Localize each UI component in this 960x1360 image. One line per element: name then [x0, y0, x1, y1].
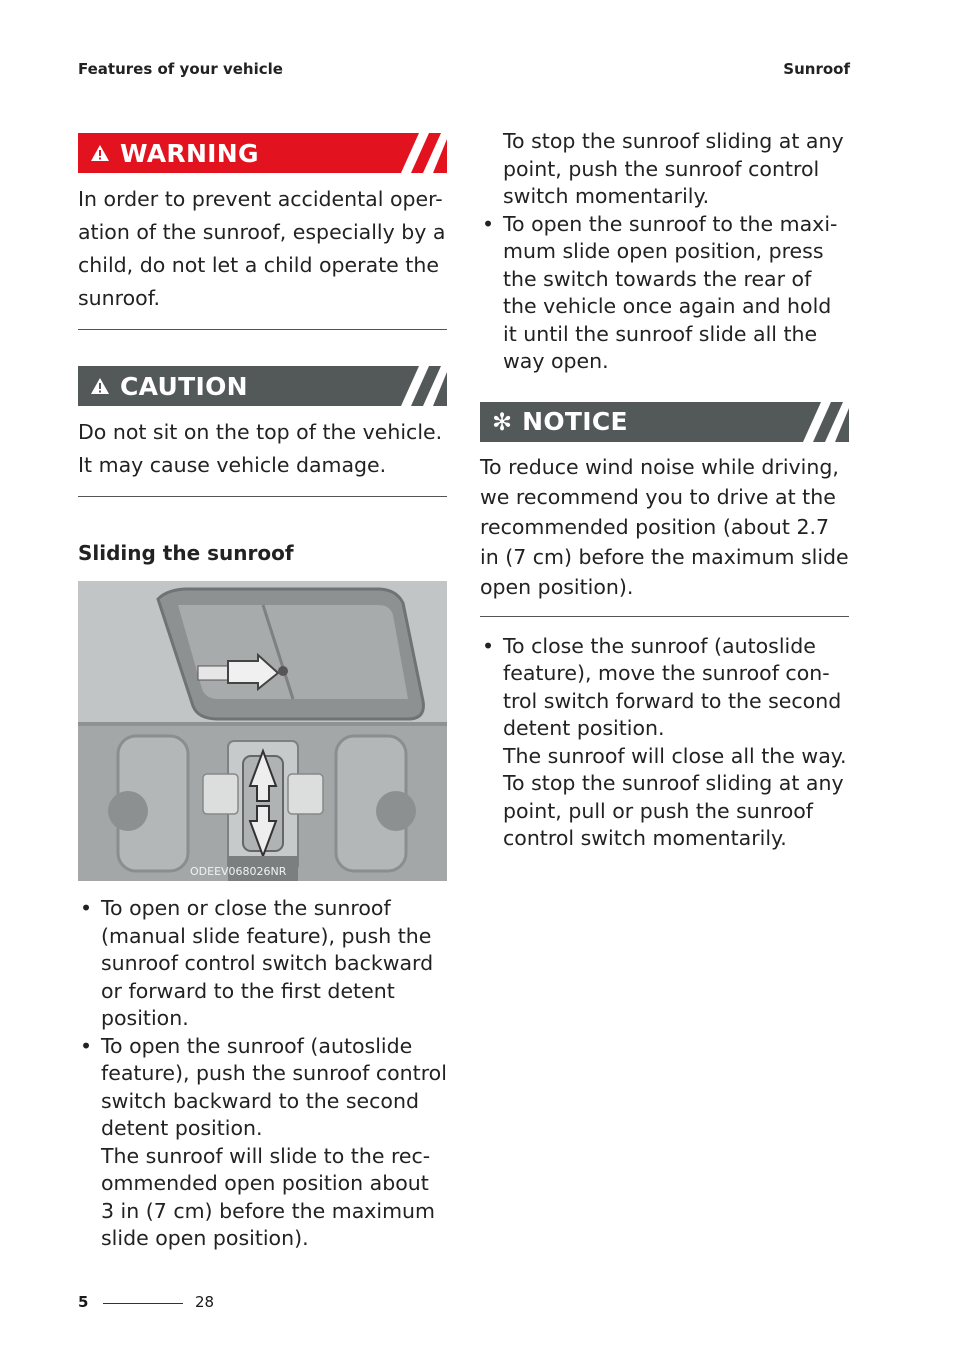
header-topic: Sunroof: [783, 60, 850, 78]
list-item: [480, 211, 849, 376]
notice-banner: [480, 402, 849, 442]
chapter-number: 5: [78, 1293, 89, 1311]
caution-divider: [78, 496, 447, 497]
notice-divider: [480, 616, 849, 617]
notice-text: To reduce wind noise while driving, we recommend you to drive at the recommended position (about 2.7 in (7 cm) before the maximum slide open position).: [480, 454, 849, 599]
left-bullet-list: [78, 895, 447, 1253]
footer-divider: [103, 1303, 183, 1304]
page-number: 28: [195, 1293, 215, 1311]
sunroof-panel-illustration: [78, 581, 447, 722]
header-section: Features of your vehicle: [78, 60, 283, 78]
figure-top-panel: [78, 581, 447, 722]
right-column: [480, 128, 849, 853]
banner-stripes-icon: [783, 402, 849, 442]
left-column: [78, 133, 447, 1253]
bullet-dot-icon: •: [482, 633, 495, 658]
asterisk-icon: ✻: [492, 407, 513, 436]
notice-label: NOTICE: [522, 407, 628, 436]
caution-label: CAUTION: [120, 371, 248, 401]
list-item-continuation: The sunroof will slide to the rec-ommended open position about 3 in (7 cm) before the maximum slide open position).: [101, 1143, 436, 1250]
list-item-continuation: The sunroof will close all the way.: [503, 743, 847, 768]
right-top-paragraph: To stop the sunroof sliding at any point, push the sunroof control switch momentarily.: [503, 129, 844, 208]
warning-banner: [78, 133, 447, 173]
figure-bottom-panel: [78, 726, 447, 881]
list-item-text: To open or close the sunroof (manual slide feature), push the sunroof control switch backward or forward to the first detent position.: [101, 896, 434, 1030]
caution-line-2: It may cause vehicle damage.: [78, 453, 387, 477]
section-title: Sliding the sunroof: [78, 541, 294, 565]
banner-stripes-icon: [381, 366, 447, 406]
list-item-text: To close the sunroof (autoslide feature), move the sunroof con-trol switch forward to the second detent position.: [503, 633, 842, 740]
warning-triangle-icon: [90, 144, 110, 162]
bullet-dot-icon: •: [80, 1033, 93, 1058]
banner-stripes-icon: [381, 133, 447, 173]
caution-text: [78, 416, 447, 482]
caution-line-1: Do not sit on the top of the vehicle.: [78, 420, 443, 444]
list-item-text: To open the sunroof (autoslide feature), push the sunroof control switch backward to the second detent position.: [101, 1033, 447, 1140]
bullet-dot-icon: •: [80, 896, 93, 920]
right-bullet-list-top: [480, 211, 849, 376]
list-item: [78, 895, 447, 1033]
right-bullet-list-bottom: [480, 633, 849, 853]
overhead-console-illustration: [78, 726, 447, 881]
list-item-text: To open the sunroof to the maxi-mum slide open position, press the switch towards the rear of the vehicle once again and hold it until the sunroof slide all the way open.: [503, 211, 838, 373]
warning-divider: [78, 329, 447, 330]
list-item: [78, 1033, 447, 1253]
bullet-dot-icon: •: [482, 211, 495, 236]
caution-banner: [78, 366, 447, 406]
sunroof-switch-figure: [78, 581, 447, 881]
list-item: [480, 633, 849, 853]
caution-triangle-icon: [90, 377, 110, 395]
figure-caption: ODEEV068026NR: [190, 865, 287, 878]
warning-label: WARNING: [120, 138, 259, 168]
list-item-continuation: To stop the sunroof sliding at any point, pull or push the sunroof control switch momentarily.: [503, 771, 844, 850]
warning-text: In order to prevent accidental oper-ation of the sunroof, especially by a child, do not let a child operate the sunroof.: [78, 187, 446, 310]
